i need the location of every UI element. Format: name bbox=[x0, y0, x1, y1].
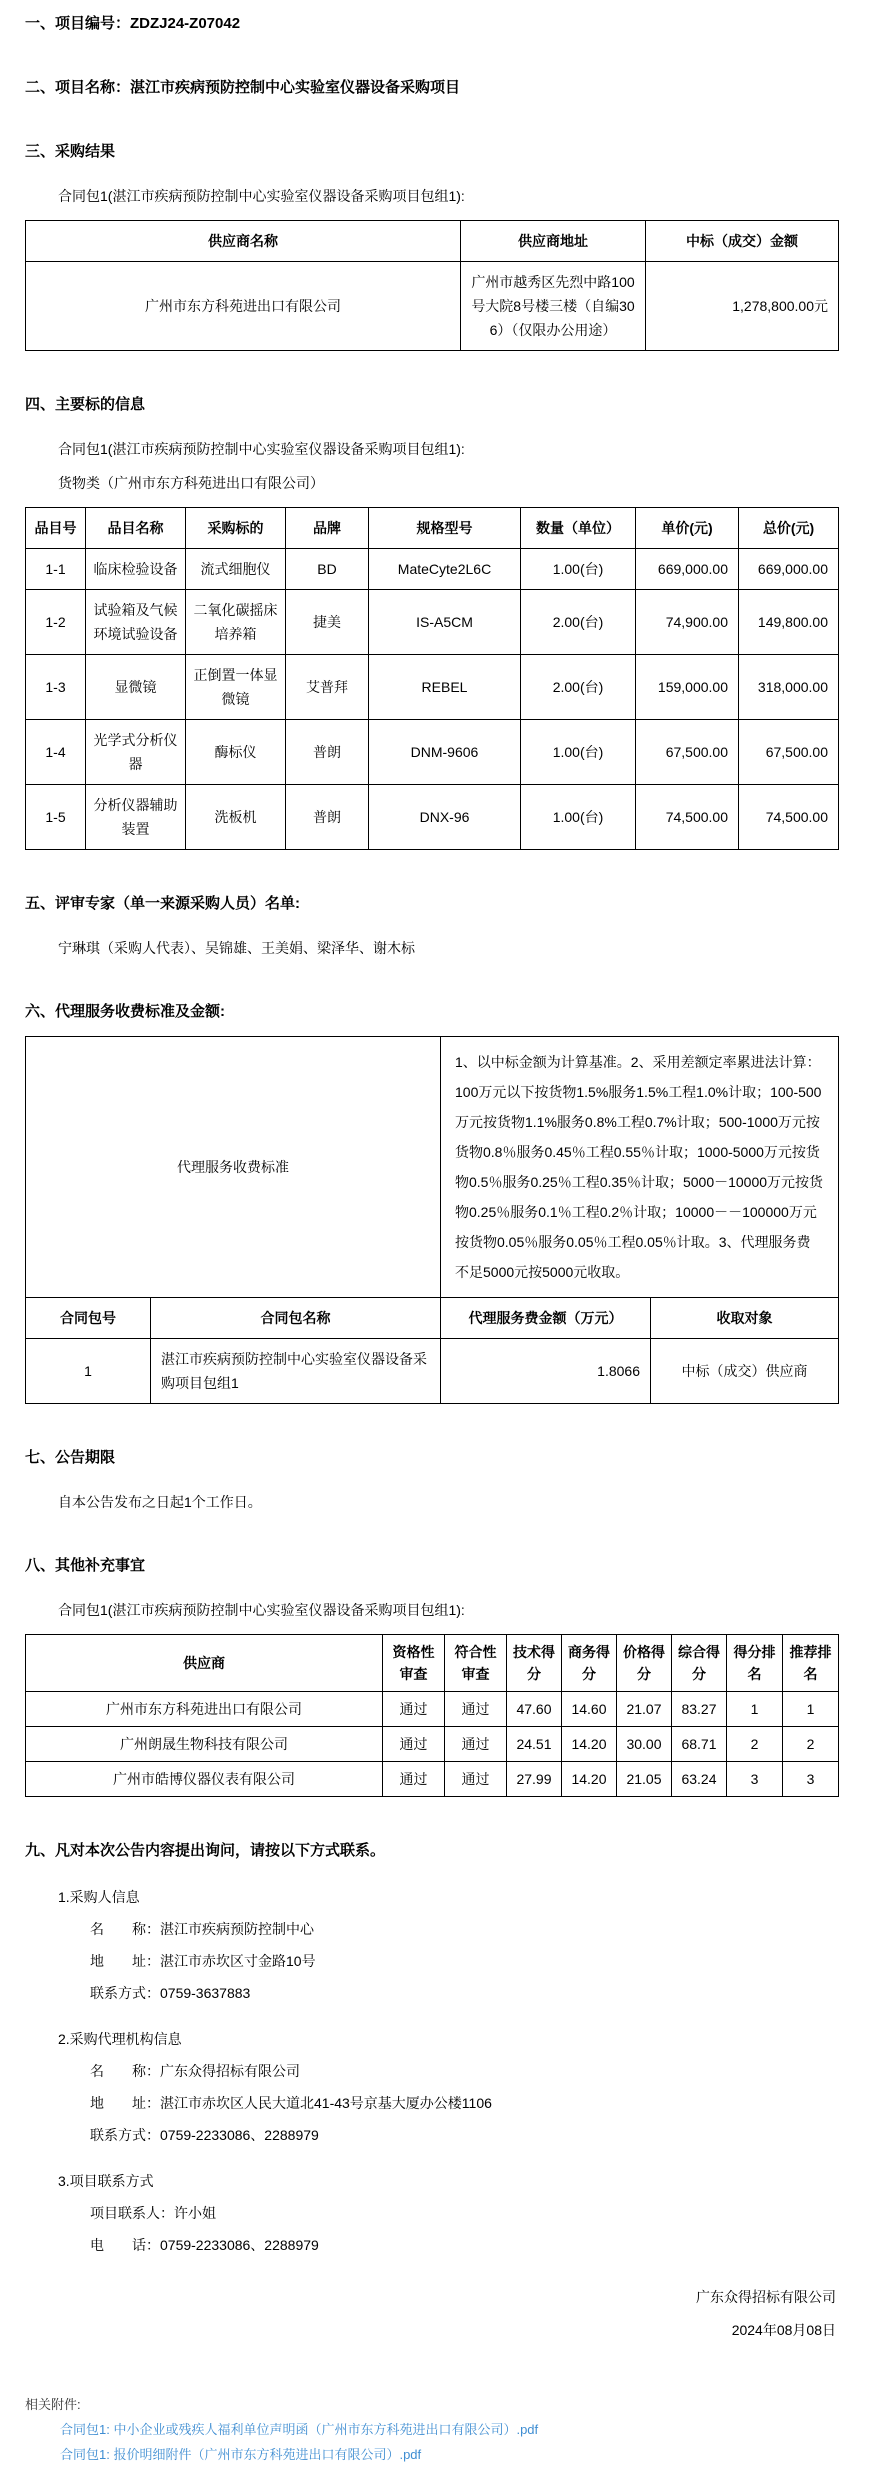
buyer-phone-line: 联系方式：0759-3637883 bbox=[90, 1985, 251, 2001]
business-score-cell: 14.20 bbox=[562, 1727, 617, 1762]
attachment-links bbox=[60, 2417, 838, 2467]
item-no-cell: 1-4 bbox=[26, 720, 86, 785]
related-attachments-section bbox=[25, 2393, 838, 2467]
table-header-row bbox=[26, 1298, 839, 1339]
column-header-quantity: 数量（单位） bbox=[521, 508, 636, 549]
buyer-name-line: 名 称：湛江市疾病预防控制中心 bbox=[90, 1921, 314, 1937]
supplier-address-cell: 广州市越秀区先烈中路100号大院8号楼三楼（自编306）（仅限办公用途） bbox=[461, 262, 646, 351]
project-contact-title: 3.项目联系方式 bbox=[58, 2173, 154, 2189]
agency-address-line: 地 址：湛江市赤坎区人民大道北41-43号京基大厦办公楼1106 bbox=[90, 2095, 492, 2111]
column-header-total-price: 总价(元) bbox=[739, 508, 839, 549]
procurement-result-table bbox=[25, 220, 839, 351]
unit-price-cell: 74,900.00 bbox=[636, 590, 739, 655]
contact-info-block bbox=[58, 1887, 838, 2255]
section-8-package-line: 合同包1(湛江市疾病预防控制中心实验室仪器设备采购项目包组1): bbox=[58, 1602, 465, 1618]
agency-fee-standard-text-cell: 1、以中标金额为计算基准。2、采用差额定率累进法计算：100万元以下按货物1.5%服务1.5%工程1.0%计取；100-500万元按货物1.1%服务0.8%工程0.7%计取；500-1000万元按货物0.8％服务0.45％工程0.55％计取；1000-5000万元按货物0.5％服务0.25％工程0.35％计取；5000－10000万元按货物0.25％服务0.1％工程0.2％计取；10000－－100000万元按货物0.05％服务0.05％工程0.05％计取。3、代理服务费不足5000元按5000元收取。 bbox=[441, 1037, 839, 1298]
section-7-announcement-period-heading: 七、公告期限 bbox=[25, 1449, 116, 1466]
procurement-subject-cell: 洗板机 bbox=[186, 785, 286, 850]
table-row bbox=[26, 1037, 839, 1298]
total-price-cell: 318,000.00 bbox=[739, 655, 839, 720]
item-no-cell: 1-3 bbox=[26, 655, 86, 720]
table-row bbox=[26, 785, 839, 850]
qualification-review-cell: 通过 bbox=[383, 1762, 445, 1797]
quantity-cell: 2.00(台) bbox=[521, 655, 636, 720]
table-row bbox=[26, 590, 839, 655]
column-header-price-score: 价格得分 bbox=[617, 1635, 672, 1692]
score-rank-cell: 2 bbox=[727, 1727, 783, 1762]
section-3-package-line: 合同包1(湛江市疾病预防控制中心实验室仪器设备采购项目包组1): bbox=[58, 188, 465, 204]
column-header-award-amount: 中标（成交）金额 bbox=[646, 221, 839, 262]
buyer-address-line: 地 址：湛江市赤坎区寸金路10号 bbox=[90, 1953, 316, 1969]
section-4-main-subject-heading: 四、主要标的信息 bbox=[25, 396, 146, 413]
technical-score-cell: 47.60 bbox=[507, 1692, 562, 1727]
column-header-supplier: 供应商 bbox=[26, 1635, 383, 1692]
conformity-review-cell: 通过 bbox=[445, 1762, 507, 1797]
column-header-score-rank: 得分排名 bbox=[727, 1635, 783, 1692]
project-phone-line: 电 话：0759-2233086、2288979 bbox=[90, 2237, 319, 2253]
column-header-item-name: 品目名称 bbox=[86, 508, 186, 549]
project-contact-person-line: 项目联系人：许小姐 bbox=[90, 2205, 216, 2221]
brand-cell: 普朗 bbox=[286, 785, 369, 850]
agency-info-title: 2.采购代理机构信息 bbox=[58, 2031, 182, 2047]
table-row bbox=[26, 549, 839, 590]
attachments-label: 相关附件: bbox=[25, 2397, 81, 2412]
section-8-supplementary-heading: 八、其他补充事宜 bbox=[25, 1557, 146, 1574]
agency-fee-table bbox=[25, 1036, 839, 1404]
supplier-cell: 广州市皓博仪器仪表有限公司 bbox=[26, 1762, 383, 1797]
procurement-subject-cell: 二氧化碳摇床培养箱 bbox=[186, 590, 286, 655]
signature-date: 2024年08月08日 bbox=[731, 2322, 836, 2338]
unit-price-cell: 67,500.00 bbox=[636, 720, 739, 785]
item-no-cell: 1-2 bbox=[26, 590, 86, 655]
business-score-cell: 14.20 bbox=[562, 1762, 617, 1797]
brand-cell: 捷美 bbox=[286, 590, 369, 655]
column-header-recommend-rank: 推荐排名 bbox=[783, 1635, 839, 1692]
column-header-item-no: 品目号 bbox=[26, 508, 86, 549]
procurement-subject-cell: 正倒置一体显微镜 bbox=[186, 655, 286, 720]
recommend-rank-cell: 3 bbox=[783, 1762, 839, 1797]
score-rank-cell: 3 bbox=[727, 1762, 783, 1797]
item-name-cell: 临床检验设备 bbox=[86, 549, 186, 590]
quantity-cell: 2.00(台) bbox=[521, 590, 636, 655]
column-header-business-score: 商务得分 bbox=[562, 1635, 617, 1692]
supplier-cell: 广州朗晟生物科技有限公司 bbox=[26, 1727, 383, 1762]
table-row bbox=[26, 720, 839, 785]
table-row bbox=[26, 1339, 839, 1404]
column-header-agency-fee-amount: 代理服务费金额（万元） bbox=[441, 1298, 651, 1339]
total-price-cell: 74,500.00 bbox=[739, 785, 839, 850]
column-header-procurement-subject: 采购标的 bbox=[186, 508, 286, 549]
column-header-unit-price: 单价(元) bbox=[636, 508, 739, 549]
table-row bbox=[26, 262, 839, 351]
model-cell: IS-A5CM bbox=[369, 590, 521, 655]
total-price-cell: 149,800.00 bbox=[739, 590, 839, 655]
column-header-technical-score: 技术得分 bbox=[507, 1635, 562, 1692]
column-header-fee-payer: 收取对象 bbox=[651, 1298, 839, 1339]
model-cell: DNX-96 bbox=[369, 785, 521, 850]
section-2-project-name-heading: 二、项目名称：湛江市疾病预防控制中心实验室仪器设备采购项目 bbox=[25, 79, 461, 96]
item-no-cell: 1-1 bbox=[26, 549, 86, 590]
section-4-category-line: 货物类（广州市东方科苑进出口有限公司） bbox=[58, 475, 324, 491]
item-name-cell: 分析仪器辅助装置 bbox=[86, 785, 186, 850]
brand-cell: 普朗 bbox=[286, 720, 369, 785]
price-score-cell: 30.00 bbox=[617, 1727, 672, 1762]
overall-score-cell: 63.24 bbox=[672, 1762, 727, 1797]
column-header-package-no: 合同包号 bbox=[26, 1298, 151, 1339]
supplier-review-score-table bbox=[25, 1634, 839, 1797]
section-1-project-number-heading: 一、项目编号：ZDZJ24-Z07042 bbox=[25, 15, 241, 32]
overall-score-cell: 83.27 bbox=[672, 1692, 727, 1727]
conformity-review-cell: 通过 bbox=[445, 1727, 507, 1762]
item-no-cell: 1-5 bbox=[26, 785, 86, 850]
supplier-cell: 广州市东方科苑进出口有限公司 bbox=[26, 1692, 383, 1727]
qualification-review-cell: 通过 bbox=[383, 1727, 445, 1762]
total-price-cell: 67,500.00 bbox=[739, 720, 839, 785]
section-9-contact-heading: 九、凡对本次公告内容提出询问，请按以下方式联系。 bbox=[25, 1842, 386, 1859]
table-row bbox=[26, 1727, 839, 1762]
table-row bbox=[26, 655, 839, 720]
quantity-cell: 1.00(台) bbox=[521, 549, 636, 590]
brand-cell: 艾普拜 bbox=[286, 655, 369, 720]
agency-phone-line: 联系方式：0759-2233086、2288979 bbox=[90, 2127, 319, 2143]
business-score-cell: 14.60 bbox=[562, 1692, 617, 1727]
agency-fee-standard-label-cell: 代理服务收费标准 bbox=[26, 1037, 441, 1298]
column-header-overall-score: 综合得分 bbox=[672, 1635, 727, 1692]
price-score-cell: 21.07 bbox=[617, 1692, 672, 1727]
unit-price-cell: 74,500.00 bbox=[636, 785, 739, 850]
model-cell: REBEL bbox=[369, 655, 521, 720]
agency-fee-amount-cell: 1.8066 bbox=[441, 1339, 651, 1404]
total-price-cell: 669,000.00 bbox=[739, 549, 839, 590]
item-name-cell: 试验箱及气候环境试验设备 bbox=[86, 590, 186, 655]
award-amount-cell: 1,278,800.00元 bbox=[646, 262, 839, 351]
model-cell: DNM-9606 bbox=[369, 720, 521, 785]
score-rank-cell: 1 bbox=[727, 1692, 783, 1727]
column-header-qualification-review: 资格性审查 bbox=[383, 1635, 445, 1692]
table-header-row bbox=[26, 508, 839, 549]
table-header-row bbox=[26, 221, 839, 262]
recommend-rank-cell: 2 bbox=[783, 1727, 839, 1762]
section-5-experts-heading: 五、评审专家（单一来源采购人员）名单: bbox=[25, 895, 300, 912]
technical-score-cell: 24.51 bbox=[507, 1727, 562, 1762]
item-name-cell: 显微镜 bbox=[86, 655, 186, 720]
column-header-supplier-name: 供应商名称 bbox=[26, 221, 461, 262]
qualification-review-cell: 通过 bbox=[383, 1692, 445, 1727]
fee-payer-cell: 中标（成交）供应商 bbox=[651, 1339, 839, 1404]
unit-price-cell: 669,000.00 bbox=[636, 549, 739, 590]
table-header-row bbox=[26, 1635, 839, 1692]
package-name-cell: 湛江市疾病预防控制中心实验室仪器设备采购项目包组1 bbox=[151, 1339, 441, 1404]
model-cell: MateCyte2L6C bbox=[369, 549, 521, 590]
buyer-info-title: 1.采购人信息 bbox=[58, 1889, 140, 1905]
items-table bbox=[25, 507, 839, 850]
package-no-cell: 1 bbox=[26, 1339, 151, 1404]
column-header-package-name: 合同包名称 bbox=[151, 1298, 441, 1339]
column-header-model: 规格型号 bbox=[369, 508, 521, 549]
conformity-review-cell: 通过 bbox=[445, 1692, 507, 1727]
table-row bbox=[26, 1762, 839, 1797]
attachment-link-declaration-pdf[interactable]: 合同包1: 中小企业或残疾人福利单位声明函（广州市东方科苑进出口有限公司）.pdf bbox=[60, 2422, 539, 2437]
attachment-link-quotation-pdf[interactable]: 合同包1: 报价明细附件（广州市东方科苑进出口有限公司）.pdf bbox=[60, 2447, 422, 2462]
section-4-package-line: 合同包1(湛江市疾病预防控制中心实验室仪器设备采购项目包组1): bbox=[58, 441, 465, 457]
item-name-cell: 光学式分析仪器 bbox=[86, 720, 186, 785]
unit-price-cell: 159,000.00 bbox=[636, 655, 739, 720]
overall-score-cell: 68.71 bbox=[672, 1727, 727, 1762]
signature-org: 广东众得招标有限公司 bbox=[696, 2289, 836, 2305]
supplier-name-cell: 广州市东方科苑进出口有限公司 bbox=[26, 262, 461, 351]
procurement-subject-cell: 流式细胞仪 bbox=[186, 549, 286, 590]
section-3-procurement-result-heading: 三、采购结果 bbox=[25, 143, 116, 160]
quantity-cell: 1.00(台) bbox=[521, 785, 636, 850]
announcement-period-text: 自本公告发布之日起1个工作日。 bbox=[58, 1494, 262, 1510]
signature-block bbox=[25, 2281, 838, 2347]
price-score-cell: 21.05 bbox=[617, 1762, 672, 1797]
experts-list: 宁琳琪（采购人代表）、吴锦雄、王美娟、梁泽华、谢木标 bbox=[58, 940, 415, 956]
quantity-cell: 1.00(台) bbox=[521, 720, 636, 785]
table-row bbox=[26, 1692, 839, 1727]
recommend-rank-cell: 1 bbox=[783, 1692, 839, 1727]
column-header-supplier-address: 供应商地址 bbox=[461, 221, 646, 262]
section-6-agency-fee-heading: 六、代理服务收费标准及金额: bbox=[25, 1003, 225, 1020]
brand-cell: BD bbox=[286, 549, 369, 590]
procurement-subject-cell: 酶标仪 bbox=[186, 720, 286, 785]
technical-score-cell: 27.99 bbox=[507, 1762, 562, 1797]
column-header-brand: 品牌 bbox=[286, 508, 369, 549]
column-header-conformity-review: 符合性审查 bbox=[445, 1635, 507, 1692]
agency-name-line: 名 称：广东众得招标有限公司 bbox=[90, 2063, 300, 2079]
